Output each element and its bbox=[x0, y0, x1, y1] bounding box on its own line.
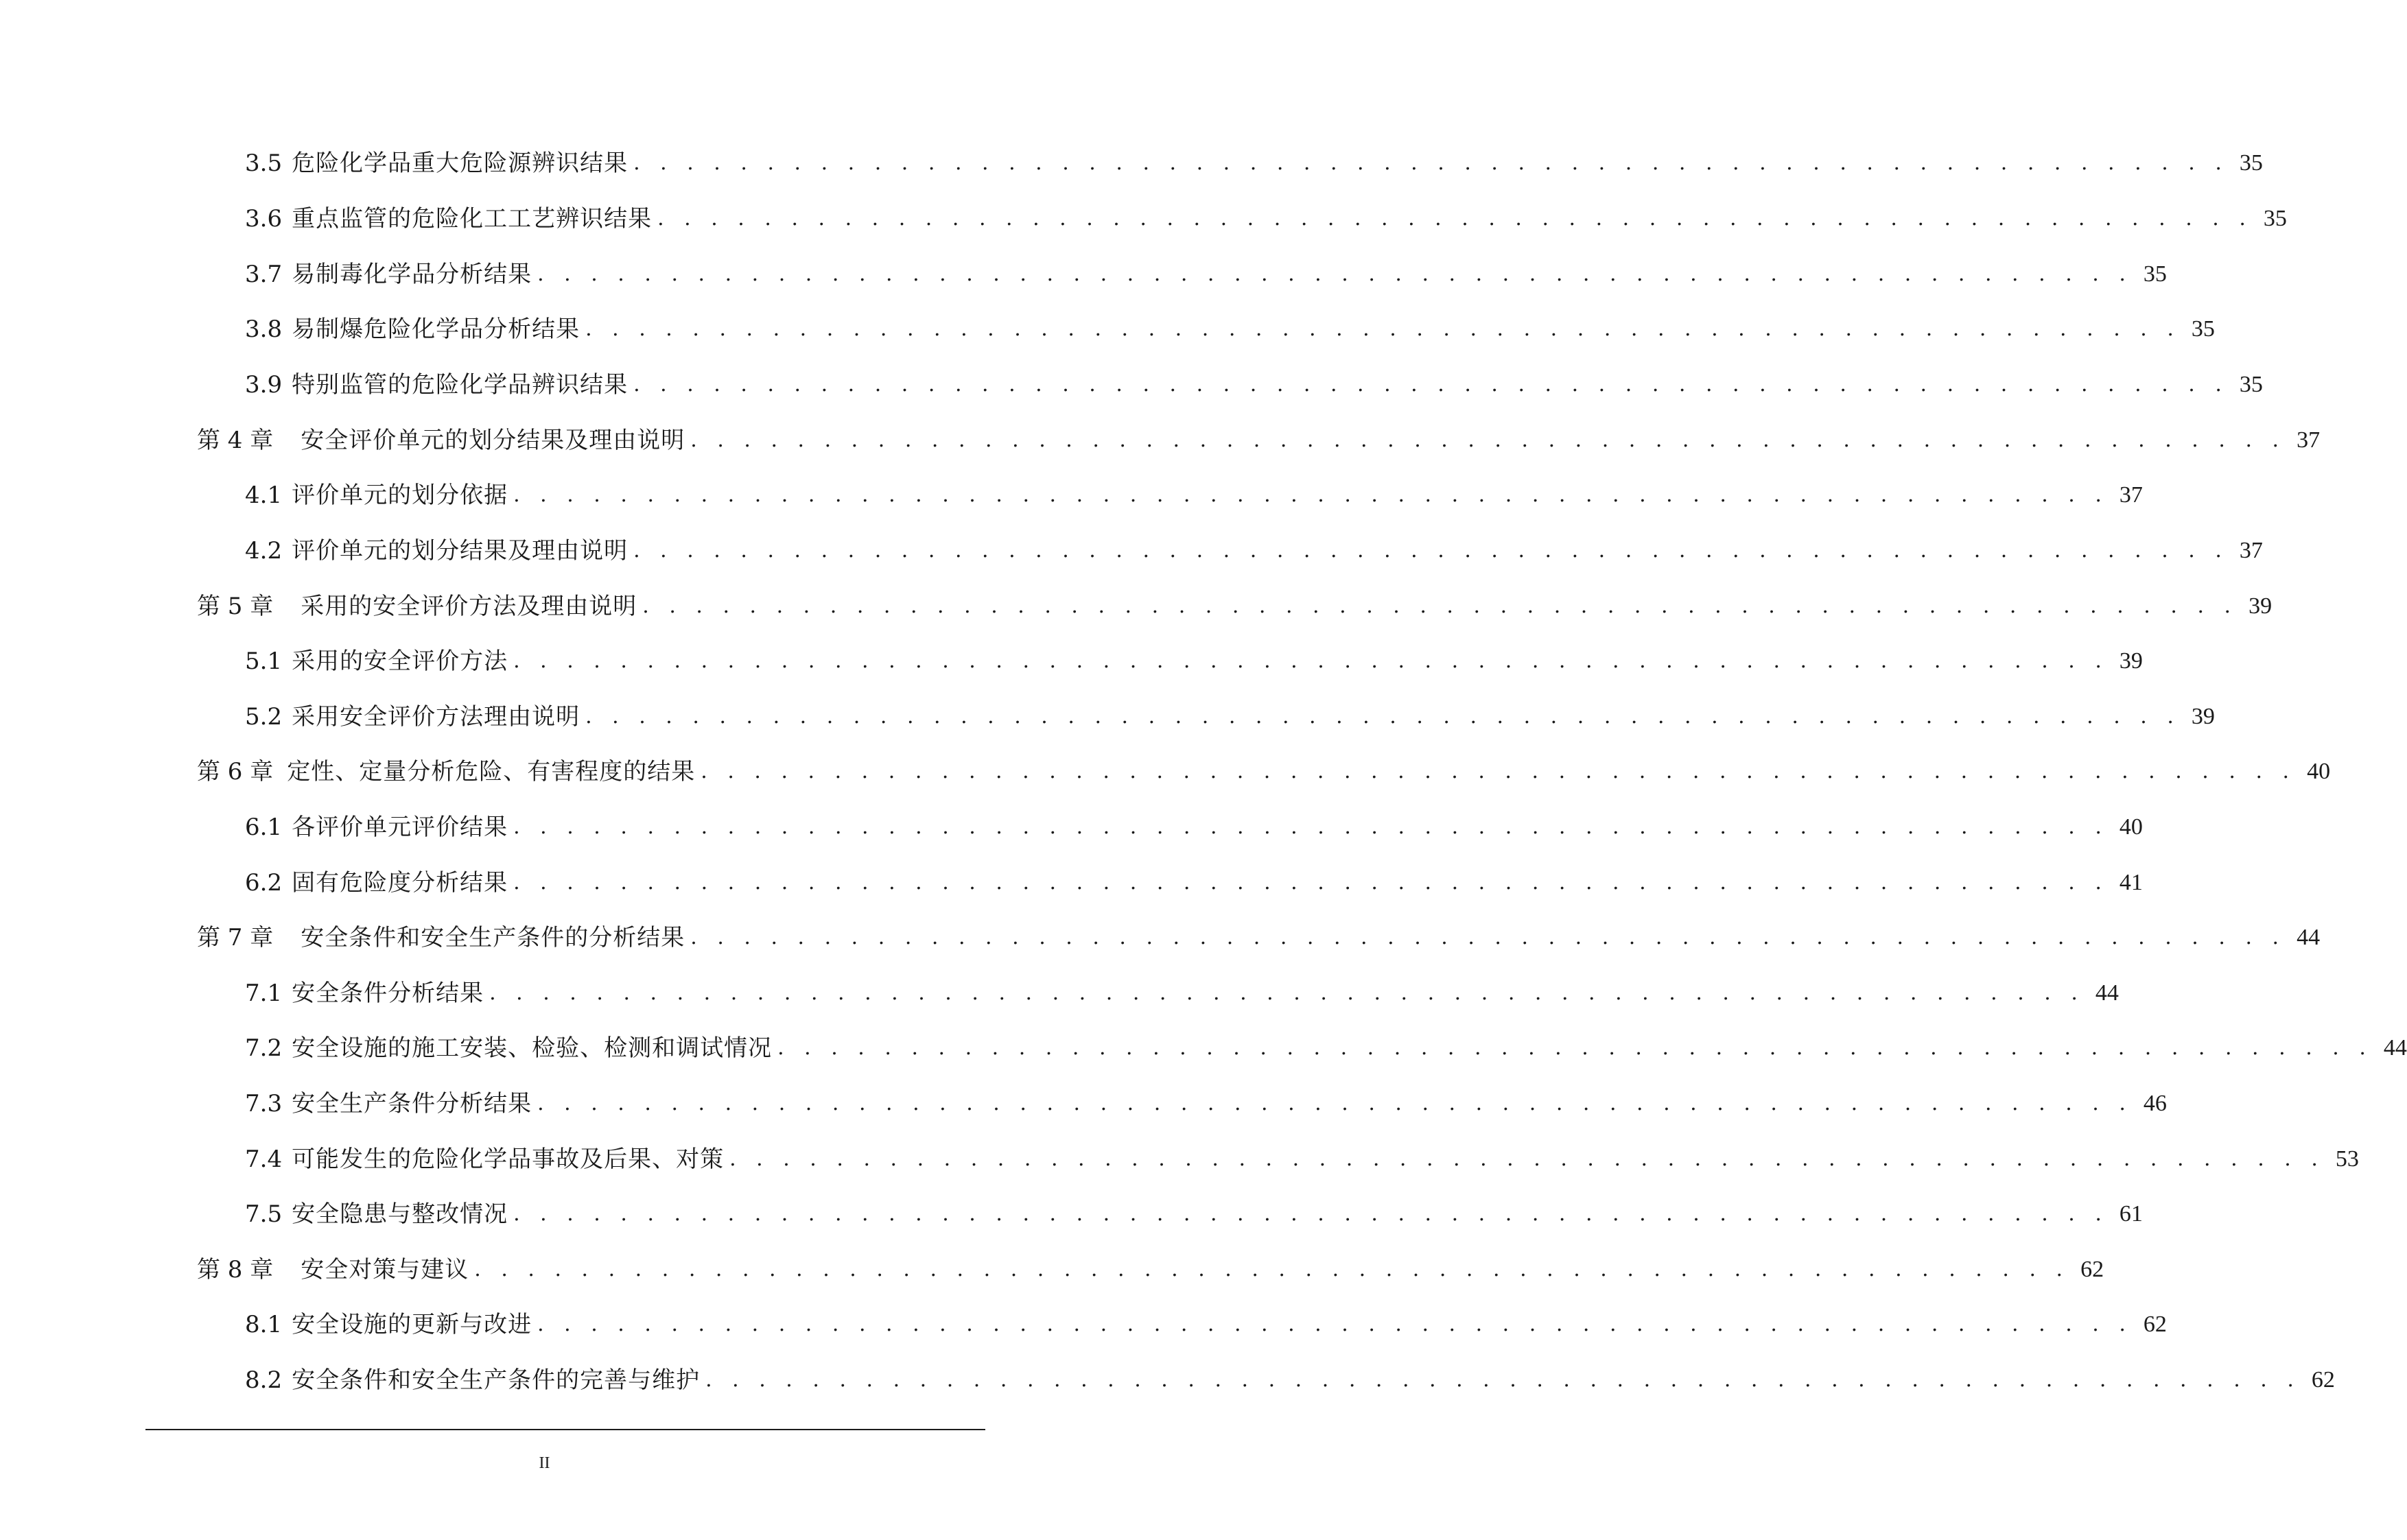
toc-entry-number: 7.1 bbox=[245, 980, 283, 1007]
toc-entry-title: 重点监管的危险化工工艺辨识结果 bbox=[292, 205, 653, 233]
toc-entry-page: 39 bbox=[2191, 704, 2215, 729]
toc-entry-page: 35 bbox=[2143, 261, 2167, 287]
toc-entry-title: 易制爆危险化学品分析结果 bbox=[292, 316, 580, 343]
toc-entry-number: 5.2 bbox=[245, 703, 283, 731]
toc-dot-leader: . . . . . . . . . . . . . . . . . . . . . . . . . . . . . . . . . . . . . . . . . . . . . . . . . . . . . . . . . . . . bbox=[633, 538, 2229, 562]
toc-dot-leader: . . . . . . . . . . . . . . . . . . . . . . . . . . . . . . . . . . . . . . . . . . . . . . . . . . . . . . . . . . . . bbox=[474, 1257, 2070, 1281]
toc-dot-leader: . . . . . . . . . . . . . . . . . . . . . . . . . . . . . . . . . . . . . . . . . . . . . . . . . . . . . . . . . . . . bbox=[690, 428, 2286, 452]
toc-entry-page: 44 bbox=[2383, 1035, 2407, 1061]
toc-entry-number: 4.2 bbox=[245, 537, 283, 565]
toc-entry[interactable] bbox=[245, 641, 2143, 682]
toc-dot-leader: . . . . . . . . . . . . . . . . . . . . . . . . . . . . . . . . . . . . . . . . . . . . . . . . . . . . . . . . . . . . bbox=[633, 372, 2229, 396]
toc-dot-leader: . . . . . . . . . . . . . . . . . . . . . . . . . . . . . . . . . . . . . . . . . . . . . . . . . . . . . . . . . . . . bbox=[513, 483, 2109, 507]
toc-entry-title: 可能发生的危险化学品事故及后果、对策 bbox=[292, 1146, 725, 1173]
toc-chapter-entry[interactable] bbox=[197, 751, 2331, 792]
toc-dot-leader: . . . . . . . . . . . . . . . . . . . . . . . . . . . . . . . . . . . . . . . . . . . . . . . . . . . . . . . . . . . . bbox=[513, 1202, 2109, 1226]
toc-entry-page: 35 bbox=[2263, 206, 2287, 231]
toc-dot-leader: . . . . . . . . . . . . . . . . . . . . . . . . . . . . . . . . . . . . . . . . . . . . . . . . . . . . . . . . . . . . bbox=[537, 1091, 2133, 1115]
toc-entry-number: 3.5 bbox=[245, 150, 283, 177]
toc-entry-page: 44 bbox=[2297, 925, 2321, 950]
toc-dot-leader: . . . . . . . . . . . . . . . . . . . . . . . . . . . . . . . . . . . . . . . . . . . . . . . . . . . . . . . . . . . . bbox=[513, 649, 2109, 673]
toc-entry[interactable] bbox=[245, 1194, 2143, 1235]
toc-chapter-entry[interactable] bbox=[197, 1249, 2104, 1290]
toc-entry-title: 安全隐患与整改情况 bbox=[292, 1200, 508, 1228]
toc-dot-leader: . . . . . . . . . . . . . . . . . . . . . . . . . . . . . . . . . . . . . . . . . . . . . . . . . . . . . . . . . . . . bbox=[701, 759, 2297, 783]
toc-entry-title: 评价单元的划分结果及理由说明 bbox=[292, 537, 629, 565]
toc-entry-page: 35 bbox=[2239, 372, 2263, 397]
toc-entry-page: 39 bbox=[2119, 648, 2143, 674]
toc-dot-leader: . . . . . . . . . . . . . . . . . . . . . . . . . . . . . . . . . . . . . . . . . . . . . . . . . . . . . . . . . . . . bbox=[537, 262, 2133, 286]
toc-chapter-number: 第 8 章 bbox=[197, 1256, 274, 1283]
toc-entry-page: 35 bbox=[2191, 316, 2215, 342]
toc-entry[interactable] bbox=[245, 862, 2143, 903]
toc-entry[interactable] bbox=[245, 973, 2119, 1014]
toc-entry-title: 安全设施的施工安装、检验、检测和调试情况 bbox=[292, 1034, 773, 1062]
toc-entry-number: 8.1 bbox=[245, 1311, 283, 1338]
toc-entry[interactable] bbox=[245, 1139, 2359, 1180]
toc-entry-title: 评价单元的划分依据 bbox=[292, 482, 508, 509]
toc-entry-page: 37 bbox=[2297, 427, 2321, 453]
toc-entry-title: 采用的安全评价方法及理由说明 bbox=[301, 593, 637, 620]
toc-entry-title: 特别监管的危险化学品辨识结果 bbox=[292, 371, 629, 399]
toc-dot-leader: . . . . . . . . . . . . . . . . . . . . . . . . . . . . . . . . . . . . . . . . . . . . . . . . . . . . . . . . . . . . bbox=[537, 1312, 2133, 1336]
toc-entry[interactable] bbox=[245, 309, 2215, 350]
toc-entry[interactable] bbox=[245, 143, 2263, 184]
toc-entry-number: 6.1 bbox=[245, 814, 283, 841]
toc-entry-title: 安全对策与建议 bbox=[301, 1256, 469, 1283]
toc-chapter-number: 第 7 章 bbox=[197, 924, 274, 951]
toc-entry-number: 3.7 bbox=[245, 261, 283, 288]
toc-entry[interactable] bbox=[245, 1360, 2335, 1401]
toc-dot-leader: . . . . . . . . . . . . . . . . . . . . . . . . . . . . . . . . . . . . . . . . . . . . . . . . . . . . . . . . . . . . bbox=[690, 925, 2286, 949]
toc-entry-number: 3.8 bbox=[245, 316, 283, 343]
toc-entry-page: 40 bbox=[2307, 759, 2331, 784]
toc-entry-title: 采用的安全评价方法 bbox=[292, 648, 508, 675]
toc-dot-leader: . . . . . . . . . . . . . . . . . . . . . . . . . . . . . . . . . . . . . . . . . . . . . . . . . . . . . . . . . . . . bbox=[585, 704, 2181, 728]
toc-dot-leader: . . . . . . . . . . . . . . . . . . . . . . . . . . . . . . . . . . . . . . . . . . . . . . . . . . . . . . . . . . . . bbox=[729, 1147, 2325, 1171]
toc-chapter-entry[interactable] bbox=[197, 917, 2321, 958]
toc-entry-title: 各评价单元评价结果 bbox=[292, 814, 508, 841]
toc-entry-page: 41 bbox=[2119, 870, 2143, 895]
toc-entry-page: 62 bbox=[2143, 1312, 2167, 1337]
toc-dot-leader: . . . . . . . . . . . . . . . . . . . . . . . . . . . . . . . . . . . . . . . . . . . . . . . . . . . . . . . . . . . . bbox=[513, 815, 2109, 839]
toc-dot-leader: . . . . . . . . . . . . . . . . . . . . . . . . . . . . . . . . . . . . . . . . . . . . . . . . . . . . . . . . . . . . bbox=[777, 1036, 2373, 1060]
toc-entry-page: 37 bbox=[2119, 482, 2143, 508]
toc-entry[interactable] bbox=[245, 1028, 2407, 1069]
toc-entry[interactable] bbox=[245, 530, 2263, 571]
toc-dot-leader: . . . . . . . . . . . . . . . . . . . . . . . . . . . . . . . . . . . . . . . . . . . . . . . . . . . . . . . . . . . . bbox=[585, 317, 2181, 341]
toc-entry-number: 7.5 bbox=[245, 1200, 283, 1228]
toc-chapter-number: 第 6 章 bbox=[197, 758, 274, 785]
toc-entry-number: 5.1 bbox=[245, 648, 283, 675]
toc-entry-title: 安全条件分析结果 bbox=[292, 980, 484, 1007]
toc-entry-page: 61 bbox=[2119, 1201, 2143, 1227]
toc-entry-title: 安全条件和安全生产条件的分析结果 bbox=[301, 924, 685, 951]
toc-chapter-number: 第 4 章 bbox=[197, 427, 274, 454]
toc-entry-title: 安全设施的更新与改进 bbox=[292, 1311, 532, 1338]
toc-entry-page: 35 bbox=[2239, 150, 2263, 176]
toc-dot-leader: . . . . . . . . . . . . . . . . . . . . . . . . . . . . . . . . . . . . . . . . . . . . . . . . . . . . . . . . . . . . bbox=[489, 981, 2085, 1005]
toc-dot-leader: . . . . . . . . . . . . . . . . . . . . . . . . . . . . . . . . . . . . . . . . . . . . . . . . . . . . . . . . . . . . bbox=[633, 151, 2229, 175]
toc-entry-title: 安全评价单元的划分结果及理由说明 bbox=[301, 427, 685, 454]
toc-entry[interactable] bbox=[245, 475, 2143, 516]
toc-entry-title: 定性、定量分析危险、有害程度的结果 bbox=[287, 758, 696, 785]
toc-entry-page: 62 bbox=[2311, 1367, 2335, 1393]
toc-entry-page: 37 bbox=[2239, 538, 2263, 563]
toc-entry[interactable] bbox=[245, 1083, 2167, 1124]
toc-entry-number: 3.9 bbox=[245, 371, 283, 399]
toc-dot-leader: . . . . . . . . . . . . . . . . . . . . . . . . . . . . . . . . . . . . . . . . . . . . . . . . . . . . . . . . . . . . bbox=[642, 594, 2238, 618]
page-number: II bbox=[539, 1454, 550, 1472]
toc-entry-title: 危险化学品重大危险源辨识结果 bbox=[292, 150, 629, 177]
toc-entry-number: 8.2 bbox=[245, 1366, 283, 1394]
toc-chapter-entry[interactable] bbox=[197, 420, 2321, 461]
toc-entry-number: 7.4 bbox=[245, 1146, 283, 1173]
toc-entry[interactable] bbox=[245, 696, 2215, 737]
footer-divider bbox=[145, 1429, 985, 1430]
toc-entry-page: 40 bbox=[2119, 814, 2143, 840]
toc-entry-page: 39 bbox=[2249, 593, 2273, 619]
toc-entry-title: 易制毒化学品分析结果 bbox=[292, 261, 532, 288]
toc-entry-title: 采用安全评价方法理由说明 bbox=[292, 703, 580, 731]
toc-entry-page: 44 bbox=[2095, 980, 2119, 1006]
toc-entry[interactable] bbox=[245, 1304, 2167, 1345]
toc-dot-leader: . . . . . . . . . . . . . . . . . . . . . . . . . . . . . . . . . . . . . . . . . . . . . . . . . . . . . . . . . . . . bbox=[513, 870, 2109, 895]
toc-entry-number: 4.1 bbox=[245, 482, 283, 509]
toc-entry-number: 3.6 bbox=[245, 205, 283, 233]
toc-entry-title: 固有危险度分析结果 bbox=[292, 869, 508, 897]
toc-entry-title: 安全生产条件分析结果 bbox=[292, 1090, 532, 1117]
toc-entry[interactable] bbox=[245, 807, 2143, 848]
toc-entry-number: 7.2 bbox=[245, 1034, 283, 1062]
toc-entry[interactable] bbox=[245, 198, 2287, 239]
toc-chapter-number: 第 5 章 bbox=[197, 593, 274, 620]
toc-entry-page: 46 bbox=[2143, 1091, 2167, 1116]
toc-entry[interactable] bbox=[245, 254, 2167, 295]
toc-dot-leader: . . . . . . . . . . . . . . . . . . . . . . . . . . . . . . . . . . . . . . . . . . . . . . . . . . . . . . . . . . . . bbox=[657, 206, 2253, 230]
toc-entry-title: 安全条件和安全生产条件的完善与维护 bbox=[292, 1366, 701, 1394]
toc-entry-number: 6.2 bbox=[245, 869, 283, 897]
toc-entry-number: 7.3 bbox=[245, 1090, 283, 1117]
toc-entry-page: 53 bbox=[2335, 1146, 2359, 1172]
toc-chapter-entry[interactable] bbox=[197, 586, 2273, 627]
toc-entry-page: 62 bbox=[2080, 1257, 2104, 1282]
toc-entry[interactable] bbox=[245, 364, 2263, 405]
toc-dot-leader: . . . . . . . . . . . . . . . . . . . . . . . . . . . . . . . . . . . . . . . . . . . . . . . . . . . . . . . . . . . . bbox=[705, 1368, 2301, 1392]
